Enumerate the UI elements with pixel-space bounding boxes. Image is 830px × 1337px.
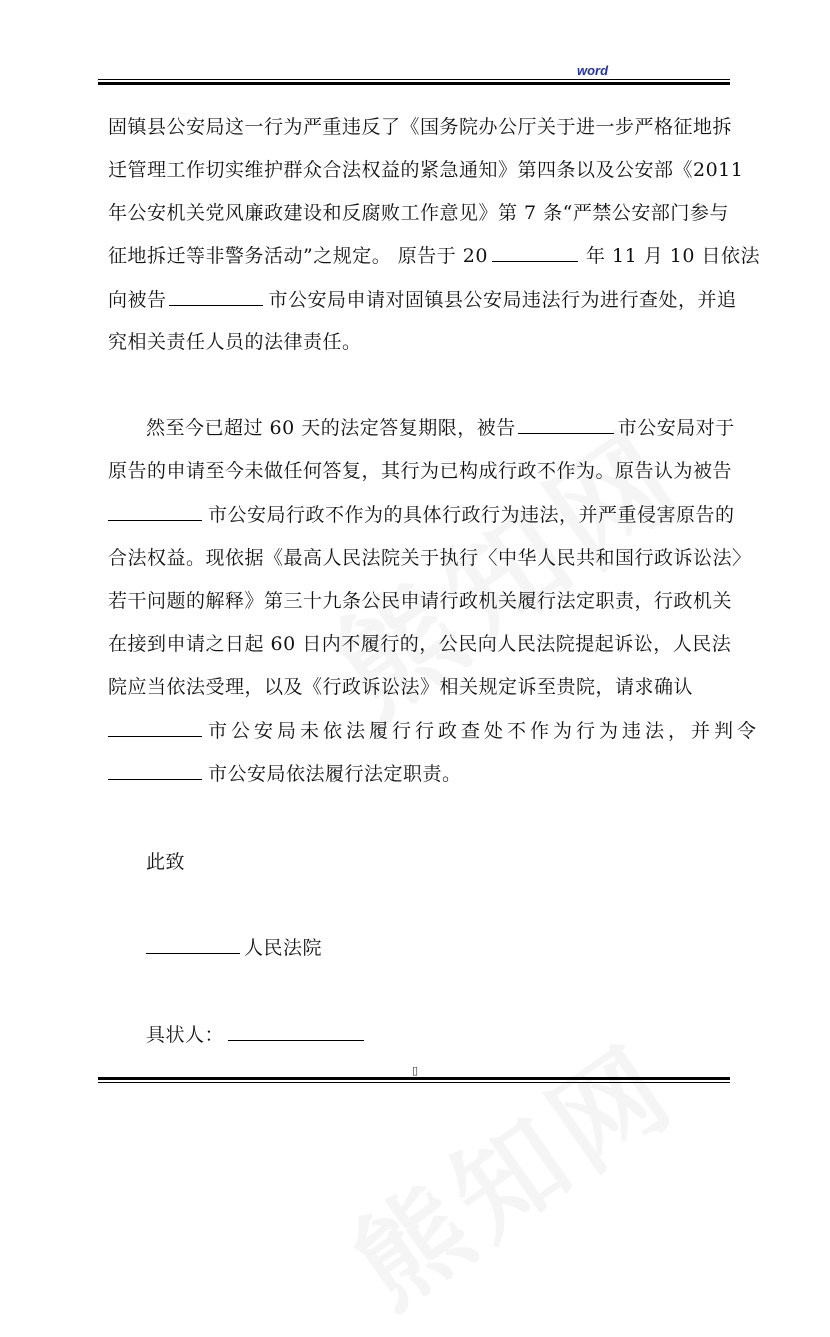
para1-line6: 究相关责任人员的法律责任。 [108, 331, 362, 353]
signer-label: 具状人： [146, 1024, 225, 1046]
salutation: 此致 [146, 851, 186, 873]
header-rule-top [98, 79, 730, 80]
court-line [146, 933, 322, 960]
para2-line2: 原告的申请至今未做任何答复，其行为已构成行政不作为。原告认为被告 [108, 460, 733, 482]
para2-line8-text-b: 市公安局未依法履行行政查处不作为行为违法，并判令 [208, 720, 761, 742]
para2-line9-text-b: 市公安局依法履行法定职责。 [208, 763, 462, 785]
para2-line8 [108, 716, 760, 743]
para2-line3-text-b: 市公安局行政不作为的具体行政行为违法，并严重侵害原告的 [208, 504, 735, 526]
para1-line1: 固镇县公安局这一行为严重违反了《国务院办公厅关于进一步严格征地拆 [108, 116, 733, 138]
para2-line9 [108, 759, 462, 786]
defendant-blank-2 [518, 416, 614, 434]
court-label: 人民法院 [244, 937, 323, 959]
defendant-blank-1 [169, 288, 263, 306]
para2-line1-text-a: 然至今已超过 60 天的法定答复期限，被告 [146, 417, 516, 439]
page-number-marker: ▯ [412, 1064, 419, 1077]
para1-line5-text-b: 市公安局申请对固镇县公安局违法行为进行查处，并追 [268, 289, 737, 311]
signer-line [146, 1020, 364, 1047]
watermark-lower [317, 1001, 703, 1337]
para1-line4 [108, 241, 760, 268]
year-blank [492, 244, 578, 262]
footer-rule-top [98, 1077, 730, 1080]
para2-line4: 合法权益。现依据《最高人民法院关于执行〈中华人民共和国行政诉讼法〉 [108, 547, 752, 569]
court-blank [146, 936, 240, 954]
para2-line1-text-b: 市公安局对于 [617, 417, 735, 439]
para1-line2: 迁管理工作切实维护群众合法权益的紧急通知》第四条以及公安部《2011 [108, 159, 744, 181]
footer-rule-bottom [98, 1082, 730, 1083]
para2-line3 [108, 500, 735, 527]
header-rule-bottom [98, 82, 730, 85]
para1-line4-text-a: 征地拆迁等非警务活动”之规定。 原告于 20 [108, 245, 488, 267]
para2-line7: 院应当依法受理，以及《行政诉讼法》相关规定诉至贵院，请求确认 [108, 676, 694, 698]
defendant-blank-4 [108, 719, 202, 737]
para1-line3: 年公安机关党风廉政建设和反腐败工作意见》第 7 条“严禁公安部门参与 [108, 202, 729, 224]
defendant-blank-5 [108, 762, 202, 780]
signer-blank [228, 1023, 364, 1041]
para1-line5 [108, 285, 737, 312]
para1-line5-text-a: 向被告 [108, 289, 167, 311]
para1-line4-text-b: 年 11 月 10 日依法 [585, 245, 760, 267]
header-label: word [577, 63, 609, 78]
para2-line6: 在接到申请之日起 60 日内不履行的，公民向人民法院提起诉讼，人民法 [108, 633, 732, 655]
defendant-blank-3 [108, 503, 202, 521]
para2-line5: 若干问题的解释》第三十九条公民申请行政机关履行法定职责，行政机关 [108, 590, 733, 612]
para2-line1 [146, 413, 735, 440]
